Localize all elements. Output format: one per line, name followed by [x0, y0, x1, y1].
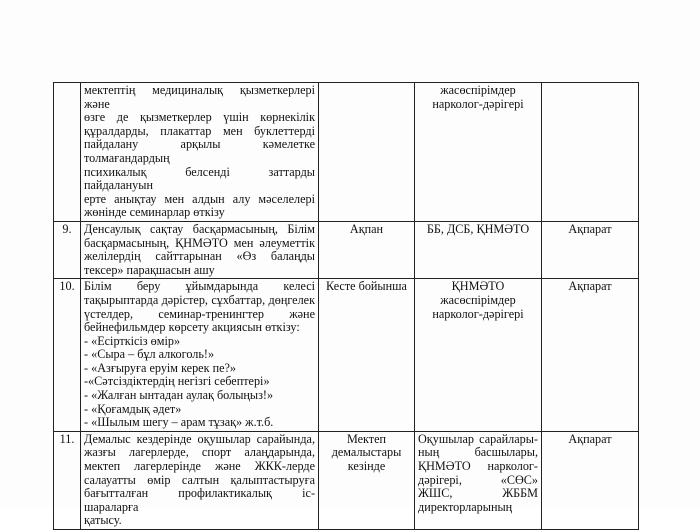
- event-line: үстелдер, семинар-тренингтер және: [84, 306, 315, 321]
- event-line: -«Сәтсіздіктердің негізгі себептері»: [84, 374, 270, 389]
- responsible-cell: [415, 431, 542, 529]
- event-line: желілердің сайттарынан «Өз балаңды: [84, 249, 315, 264]
- responsible-line: ның басшылары,: [418, 445, 538, 460]
- result-cell: Ақпарат: [542, 221, 639, 278]
- event-line: - «Қоғамдық әдет»: [84, 401, 182, 416]
- responsible-line: жасөспірімдер: [440, 292, 516, 307]
- deadline-cell: [319, 279, 415, 432]
- table-row: [54, 431, 639, 529]
- result-cell: [542, 83, 639, 222]
- event-line: басқармасының, ҚНМӘТО мен әлеуметтік: [84, 235, 315, 250]
- deadline-cell: [319, 83, 415, 222]
- deadline-line: Ақпан: [349, 221, 384, 236]
- event-cell: [81, 431, 319, 529]
- event-line: өзге де қызметкерлер үшін көрнекілік: [84, 110, 315, 125]
- event-line: мектеп лагерлерінде және ЖКК-лерде: [84, 459, 315, 474]
- row-number: [54, 83, 81, 222]
- table-row: [54, 279, 639, 432]
- event-cell: [81, 83, 319, 222]
- event-cell: [81, 221, 319, 278]
- deadline-line: Мектеп: [346, 431, 387, 446]
- event-line: - «Жалған ынтадан аулақ болыңыз!»: [84, 388, 274, 403]
- event-line: - «Есірткісіз өмір»: [84, 333, 181, 348]
- responsible-line: директорларының: [418, 499, 513, 514]
- event-line: қатысу.: [84, 513, 122, 528]
- deadline-cell: [319, 221, 415, 278]
- row-number: 10.: [54, 279, 81, 432]
- responsible-line: ЖШС, ЖББМ: [418, 486, 538, 501]
- responsible-line: нарколог-дәрігері: [432, 96, 524, 111]
- responsible-cell: [415, 221, 542, 278]
- responsible-line: ҚНМӘТО нарколог-: [418, 459, 538, 474]
- event-line: тақырыптарда дәрістер, сұхбаттар, дөңгелек: [84, 292, 315, 307]
- event-line: бейнефильмдер көрсету акциясын өткізу:: [84, 320, 300, 335]
- event-line: психикалық белсенді заттарды пайдалануын: [84, 164, 315, 193]
- event-line: - «Шылым шегу – арам тұзақ» ж.т.б.: [84, 415, 274, 430]
- responsible-cell: [415, 83, 542, 222]
- result-cell: Ақпарат: [542, 431, 639, 529]
- event-cell: [81, 279, 319, 432]
- responsible-line: ҚНМӘТО: [451, 279, 505, 294]
- event-line: Денсаулық сақтау басқармасының, Білім: [84, 221, 315, 236]
- responsible-cell: [415, 279, 542, 432]
- table-row: [54, 221, 639, 278]
- table-row: [54, 83, 639, 222]
- event-line: мектептің медициналық қызметкерлері және: [84, 83, 315, 111]
- event-line: салауатты өмір салтын қалыптастыруға: [84, 472, 315, 487]
- row-number: 11.: [54, 431, 81, 529]
- deadline-cell: [319, 431, 415, 529]
- event-line: Білім беру ұйымдарында келесі: [84, 279, 315, 294]
- row-number: 9.: [54, 221, 81, 278]
- responsible-line: дәрігері, «СӨС»: [418, 472, 538, 487]
- responsible-line: нарколог-дәрігері: [432, 306, 524, 321]
- event-line: - «Азғыруға еруім керек пе?»: [84, 360, 236, 375]
- result-cell: Ақпарат: [542, 279, 639, 432]
- deadline-line: кезінде: [347, 459, 386, 474]
- responsible-line: ББ, ДСБ, ҚНМӘТО: [426, 221, 530, 236]
- event-line: пайдалану арқылы кәмелетке толмағандардың: [84, 137, 315, 165]
- event-line: тексер» парақшасын ашу: [84, 262, 215, 277]
- deadline-line: Кесте бойынша: [326, 279, 407, 294]
- deadline-line: демалыстары: [331, 445, 402, 460]
- responsible-line: Оқушылар сарайлары-: [418, 431, 538, 446]
- event-line: жазғы лагерлерде, спорт алаңдарында,: [84, 445, 315, 460]
- event-line: - «Сыра – бұл алкоголь!»: [84, 347, 215, 362]
- event-line: құралдарды, плакаттар мен буклеттерді: [84, 123, 315, 138]
- event-line: жөнінде семинарлар өткізу: [84, 205, 225, 220]
- responsible-line: жасөспірімдер: [440, 83, 516, 97]
- event-line: Демалыс кездерінде оқушылар сарайында,: [84, 431, 315, 446]
- event-line: ерте анықтау мен алдын алу мәселелері: [84, 191, 315, 206]
- plan-table: [53, 82, 639, 530]
- event-line: бағытталған профилактикалық іс-шараларға: [84, 486, 315, 514]
